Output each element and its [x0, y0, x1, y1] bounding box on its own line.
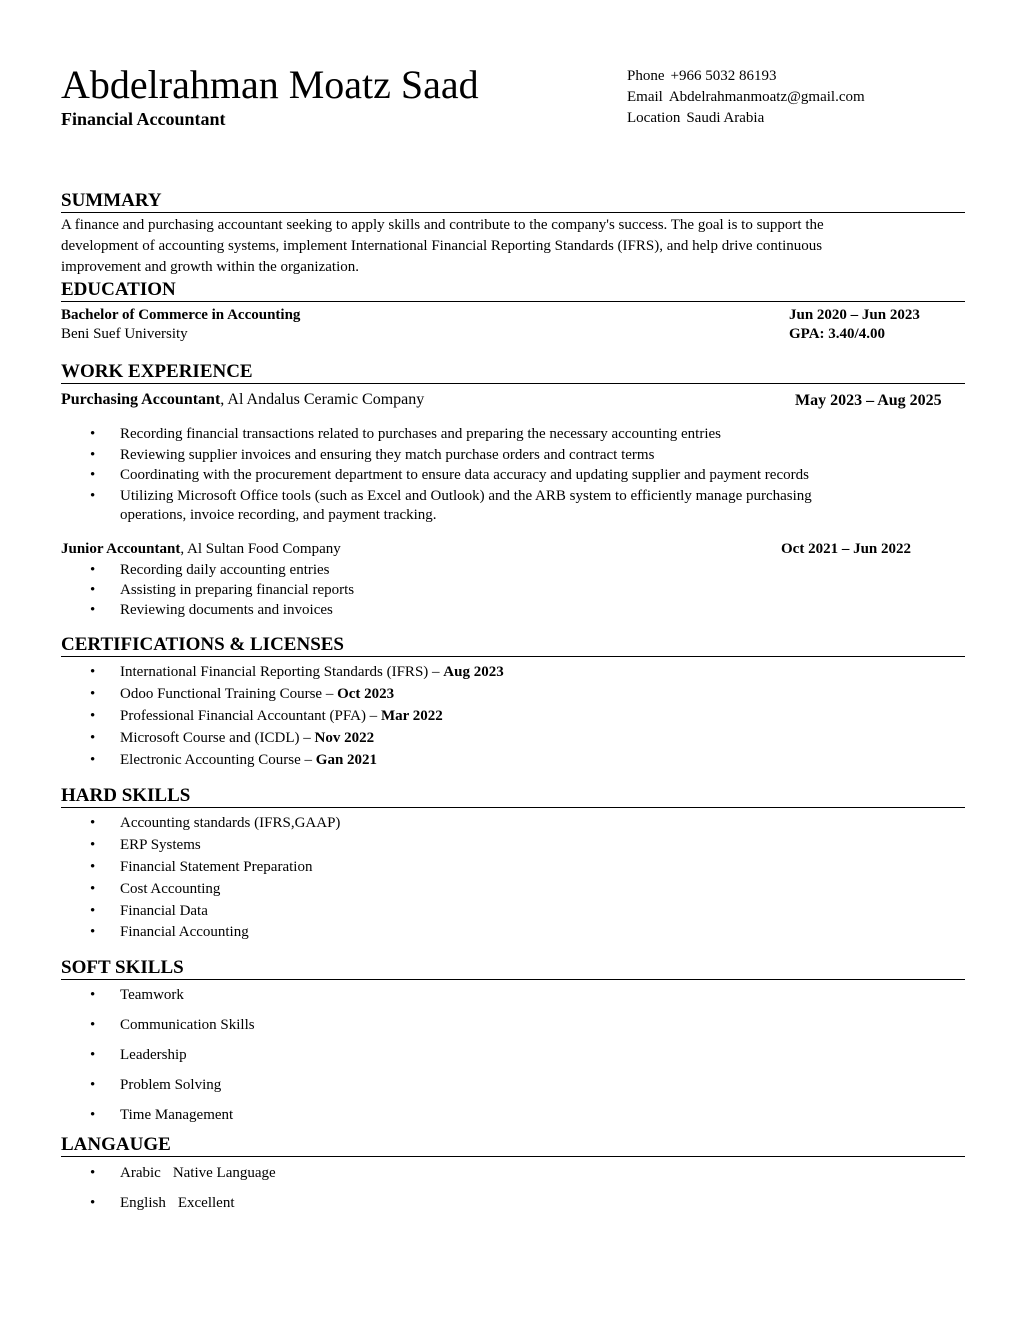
cert-date: Aug 2023: [443, 664, 504, 680]
language-name: Arabic: [120, 1165, 161, 1181]
bullet-icon: •: [90, 426, 96, 442]
language-name: English: [120, 1195, 166, 1211]
contact-location: [627, 108, 764, 128]
list-item: [90, 728, 374, 748]
bullet-icon: •: [90, 562, 96, 578]
job-title: Financial Accountant: [61, 109, 226, 129]
bullet-icon: •: [90, 708, 96, 724]
bullet-icon: •: [90, 859, 96, 875]
bullet-icon: •: [90, 987, 96, 1003]
email-value: Abdelrahmanmoatz@gmail.com: [668, 89, 865, 105]
list-item: [90, 465, 809, 485]
list-item: [90, 560, 330, 580]
list-item: [90, 985, 184, 1005]
list-item: [90, 813, 340, 833]
bullet-icon: •: [90, 752, 96, 768]
cert-date: Mar 2022: [380, 708, 443, 724]
bullet-icon: •: [90, 903, 96, 919]
cert-date: Gan 2021: [315, 752, 378, 768]
skill-text: Communication Skills: [120, 1017, 255, 1033]
bullet-icon: •: [90, 1047, 96, 1063]
skill-text: Teamwork: [120, 987, 184, 1003]
contact-phone: [627, 66, 776, 86]
cert-name: Microsoft Course and (ICDL) –: [120, 730, 315, 746]
job-title: Junior Accountant: [61, 541, 181, 557]
section-heading-education: EDUCATION: [61, 279, 965, 302]
education-dates: Jun 2020 – Jun 2023: [789, 307, 920, 323]
list-item-continuation: [90, 505, 437, 525]
list-item: [90, 1045, 187, 1065]
bullet-icon: •: [90, 837, 96, 853]
job-heading: [61, 539, 341, 559]
bullet-icon: •: [90, 1165, 96, 1181]
skill-text: Accounting standards (IFRS,GAAP): [120, 815, 341, 831]
bullet-icon: •: [90, 815, 96, 831]
list-item: [90, 1193, 234, 1213]
list-item: [90, 662, 504, 682]
location-value: Saudi Arabia: [686, 110, 765, 126]
contact-email: [627, 87, 865, 107]
job-heading: [61, 390, 424, 410]
contact-label: Location: [627, 110, 681, 126]
skill-text: Financial Accounting: [120, 924, 249, 940]
list-item: [90, 424, 721, 444]
bullet-text: Coordinating with the procurement department to ensure data accuracy and updating supplier and payment records: [120, 467, 809, 483]
summary-line: development of accounting systems, implement International Financial Reporting Standards (IFRS), and help drive continuous: [61, 238, 823, 254]
bullet-text: Recording daily accounting entries: [120, 562, 330, 578]
summary-line: A finance and purchasing accountant seeking to apply skills and contribute to the company's success. The goal is to support the: [61, 217, 824, 233]
bullet-icon: •: [90, 686, 96, 702]
list-item: [90, 706, 443, 726]
bullet-icon: •: [90, 1017, 96, 1033]
language-level: Excellent: [177, 1195, 235, 1211]
cert-date: Oct 2023: [337, 686, 395, 702]
list-item: [90, 1105, 233, 1125]
skill-text: ERP Systems: [120, 837, 201, 853]
list-item: [90, 1015, 255, 1035]
list-item: [90, 445, 654, 465]
skill-text: Time Management: [120, 1107, 234, 1123]
list-item: [90, 750, 377, 770]
contact-label: Phone: [627, 68, 665, 84]
bullet-icon: •: [90, 924, 96, 940]
bullet-icon: •: [90, 881, 96, 897]
job-title: Purchasing Accountant: [61, 391, 221, 408]
bullet-icon: •: [90, 664, 96, 680]
section-heading-language: LANGAUGE: [61, 1134, 965, 1157]
cert-name: Odoo Functional Training Course –: [120, 686, 338, 702]
job-dates: May 2023 – Aug 2025: [795, 392, 942, 409]
bullet-icon: •: [90, 488, 96, 504]
bullet-icon: •: [90, 447, 96, 463]
bullet-icon: •: [90, 1077, 96, 1093]
bullet-text: Reviewing documents and invoices: [120, 602, 333, 618]
bullet-text: Recording financial transactions related to purchases and preparing the necessary accounting entries: [120, 426, 722, 442]
skill-text: Leadership: [120, 1047, 187, 1063]
cert-name: International Financial Reporting Standards (IFRS) –: [120, 664, 444, 680]
bullet-icon: •: [90, 467, 96, 483]
cert-name: Electronic Accounting Course –: [120, 752, 316, 768]
contact-label: Email: [627, 89, 663, 105]
section-heading-soft-skills: SOFT SKILLS: [61, 957, 965, 980]
list-item: [90, 879, 220, 899]
bullet-text: Assisting in preparing financial reports: [120, 582, 355, 598]
skill-text: Cost Accounting: [120, 881, 221, 897]
bullet-icon: •: [90, 582, 96, 598]
gpa: GPA: 3.40/4.00: [789, 326, 885, 342]
list-item: [90, 1163, 276, 1183]
summary-line: improvement and growth within the organization.: [61, 259, 359, 275]
section-heading-summary: SUMMARY: [61, 190, 965, 213]
language-level: Native Language: [172, 1165, 276, 1181]
phone-value: +966 5032 86193: [670, 68, 777, 84]
list-item: [90, 901, 208, 921]
section-heading-experience: WORK EXPERIENCE: [61, 361, 965, 384]
list-item: [90, 857, 312, 877]
degree: Bachelor of Commerce in Accounting: [61, 307, 301, 323]
job-dates: Oct 2021 – Jun 2022: [781, 541, 912, 557]
skill-text: Financial Statement Preparation: [120, 859, 313, 875]
bullet-text: operations, invoice recording, and payment tracking.: [120, 507, 437, 523]
section-heading-certifications: CERTIFICATIONS & LICENSES: [61, 634, 965, 657]
list-item: [90, 922, 249, 942]
candidate-name: Abdelrahman Moatz Saad: [61, 62, 479, 107]
bullet-text: Reviewing supplier invoices and ensuring they match purchase orders and contract terms: [120, 447, 655, 463]
school: Beni Suef University: [61, 326, 188, 342]
skill-text: Financial Data: [120, 903, 208, 919]
bullet-icon: •: [90, 602, 96, 618]
skill-text: Problem Solving: [120, 1077, 222, 1093]
list-item: [90, 580, 354, 600]
cert-name: Professional Financial Accountant (PFA) –: [120, 708, 381, 724]
list-item: [90, 600, 333, 620]
bullet-text: Utilizing Microsoft Office tools (such as Excel and Outlook) and the ARB system to efficiently manage purchasing: [120, 488, 812, 504]
job-company: , Al Sultan Food Company: [180, 541, 341, 557]
section-heading-hard-skills: HARD SKILLS: [61, 785, 965, 808]
bullet-icon: •: [90, 1107, 96, 1123]
list-item: [90, 486, 812, 506]
list-item: [90, 835, 201, 855]
job-company: , Al Andalus Ceramic Company: [220, 391, 425, 408]
list-item: [90, 684, 394, 704]
bullet-icon: •: [90, 730, 96, 746]
bullet-icon: •: [90, 1195, 96, 1211]
list-item: [90, 1075, 221, 1095]
cert-date: Nov 2022: [314, 730, 375, 746]
